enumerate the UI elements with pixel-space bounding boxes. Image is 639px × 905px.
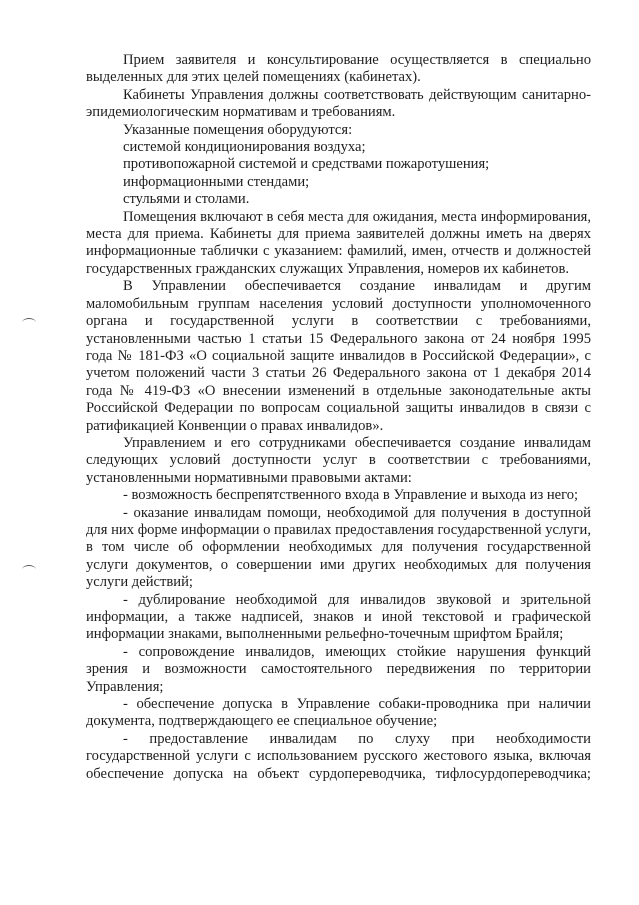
list-item: системой кондиционирования воздуха; [123,139,366,156]
list-item: информационными стендами; [123,173,310,190]
list-item: стульями и столами. [123,191,250,208]
bullet-item: - обеспечение допуска в Управление собаки-проводника при наличии документа, подтверждающего ее специальное обучение; [86,696,591,730]
list-item: противопожарной системой и средствами пожаротушения; [123,156,490,173]
paragraph-conditions: Управлением и его сотрудниками обеспечивается создание инвалидам следующих условий доступности услуг в соответствии с требованиями, установленными нормативными правовыми актами: [86,434,591,486]
bullet-item: - сопровождение инвалидов, имеющих стойкие нарушения функций зрения и возможности самостоятельного передвижения по территории Управления; [86,643,591,695]
paragraph-premises: Помещения включают в себя места для ожидания, места информирования, места для приема. Кабинеты для приема заявителей должны иметь на дверях информационные таблички с указанием: фамилий, имен, отчеств и должностей государственных гражданских служащих Управления, номеров их кабинетов. [86,208,591,277]
bullet-item: - дублирование необходимой для инвалидов звуковой и зрительной информации, а также надписей, знаков и иной текстовой и графической информации знаками, выполненными рельефно-точечным шрифтом Брайля; [86,591,591,643]
document-body [86,52,591,783]
bullet-item: - возможность беспрепятственного входа в Управление и выхода из него; [123,487,579,504]
hole-punch-mark-upper [22,318,36,327]
hole-punch-mark-lower [22,565,36,574]
bullet-item: - предоставление инвалидам по слуху при необходимости государственной услуги с использованием русского жестового языка, включая обеспечение допуска на объект сурдопереводчика, тифлосурдопереводчика; [86,730,591,782]
paragraph-accessibility: В Управлении обеспечивается создание инвалидам и другим маломобильным группам населения условий доступности уполномоченного органа и государственной услуги в соответствии с требованиями, установленными частью 1 статьи 15 Федерального закона от 24 ноября 1995 года № 181-ФЗ «О социальной защите инвалидов в Российской Федерации», с учетом положений части 3 статьи 26 Федерального закона от 1 декабря 2014 года № 419-ФЗ «О внесении изменений в отдельные законодательные акты Российской Федерации по вопросам социальной защиты инвалидов в связи с ратификацией Конвенции о правах инвалидов». [86,278,591,434]
paragraph-cabinets: Кабинеты Управления должны соответствовать действующим санитарно-эпидемиологическим нормативам и требованиям. [86,86,591,121]
paragraph-reception: Прием заявителя и консультирование осуществляется в специально выделенных для этих целей помещениях (кабинетах). [86,52,591,86]
list-intro: Указанные помещения оборудуются: [123,121,353,138]
bullet-item: - оказание инвалидам помощи, необходимой для получения в доступной для них форме информации о правилах предоставления государственной услуги, в том числе об оформлении необходимых для получения государственной услуги документов, о совершении ими других необходимых для получения услуги действий; [86,504,591,591]
